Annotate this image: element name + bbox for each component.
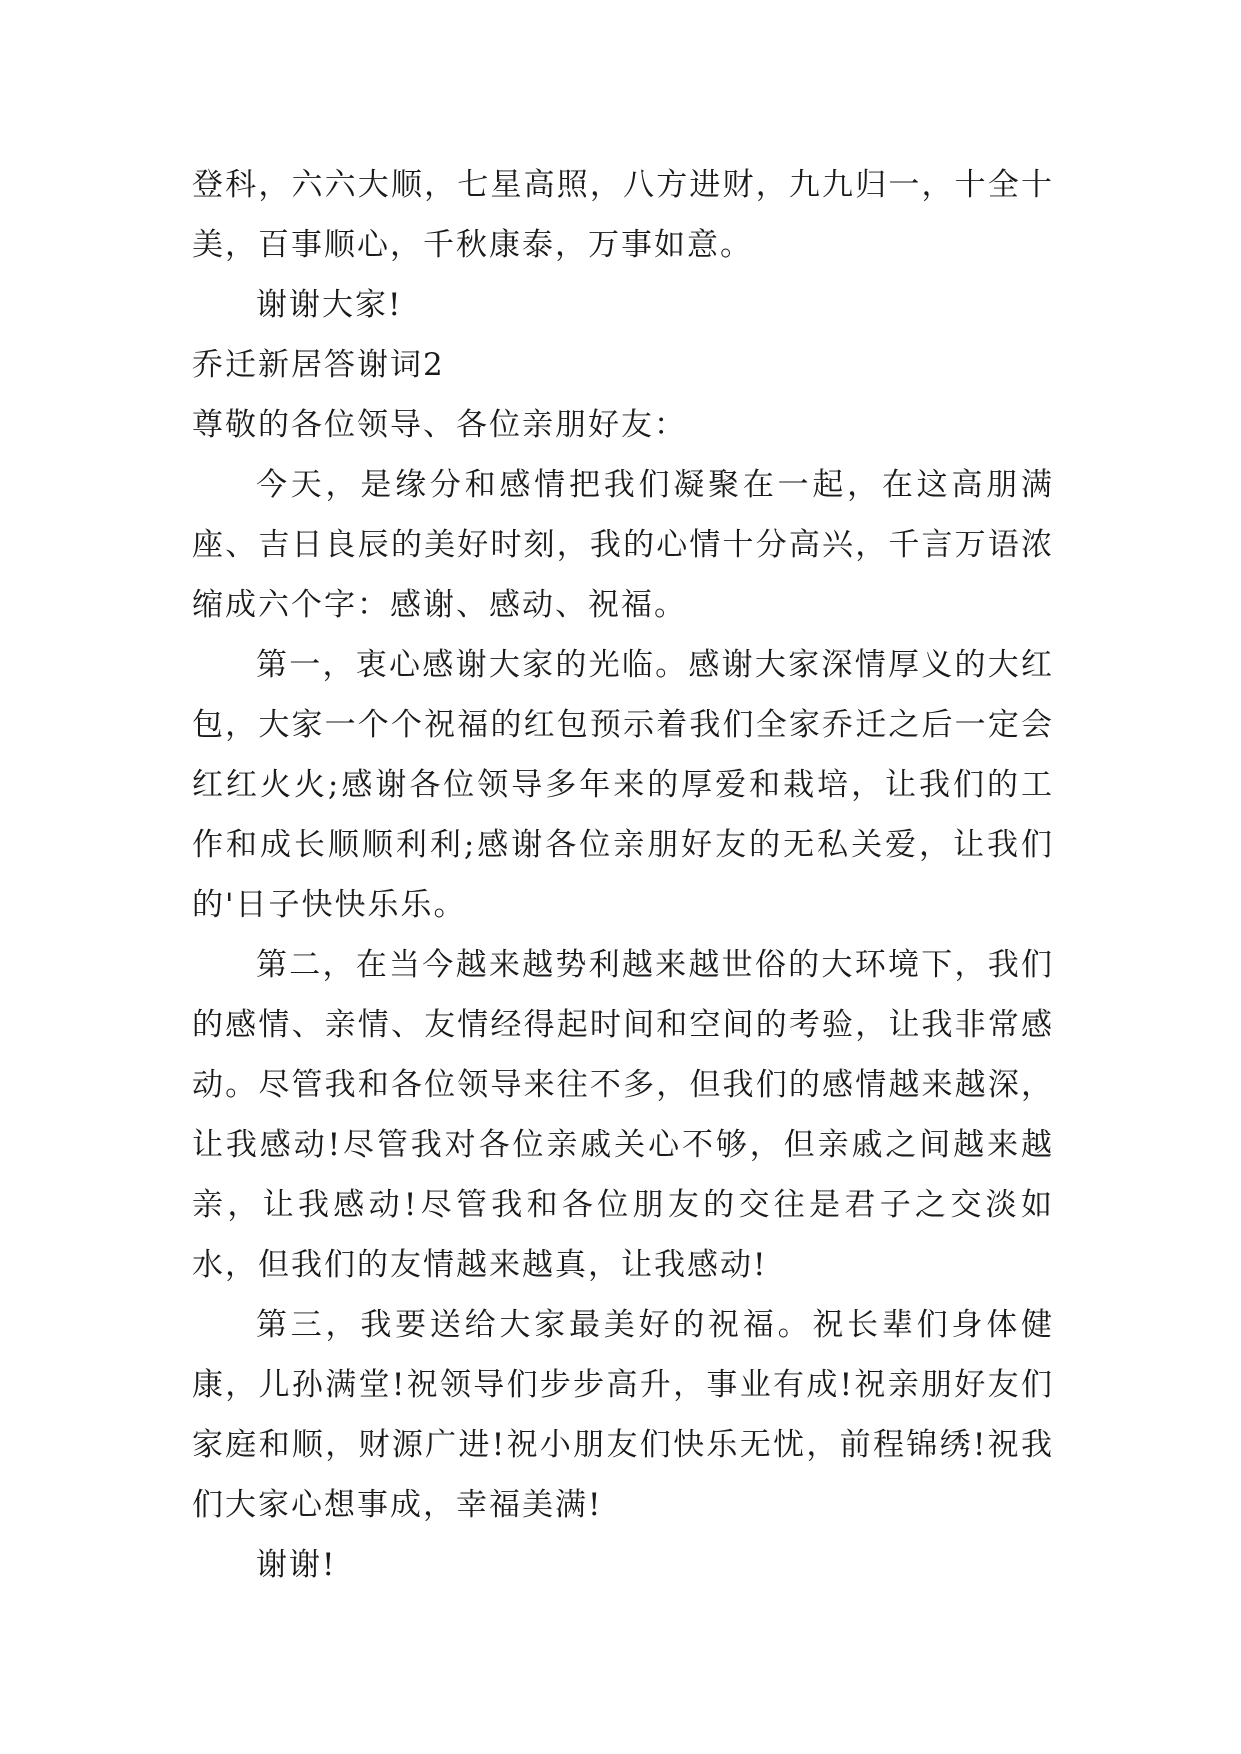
paragraph-second-moved: 第二，在当今越来越势利越来越世俗的大环境下，我们的感情、亲情、友情经得起时间和空间的考验，让我非常感动。尽管我和各位领导来往不多，但我们的感情越来越深，让我感动!尽管我对各位亲戚关心不够，但亲戚之间越来越亲，让我感动!尽管我和各位朋友的交往是君子之交淡如水，但我们的友情越来越真，让我感动! bbox=[192, 947, 1054, 1283]
paragraph-opening: 今天，是缘分和感情把我们凝聚在一起，在这高朋满座、吉日良辰的美好时刻，我的心情十分高兴，千言万语浓缩成六个字：感谢、感动、祝福。 bbox=[192, 467, 1054, 623]
paragraph-first-thanks: 第一，衷心感谢大家的光临。感谢大家深情厚义的大红包，大家一个个祝福的红包预示着我们全家乔迁之后一定会红红火火;感谢各位领导多年来的厚爱和栽培，让我们的工作和成长顺顺利利;感谢各位亲朋好友的无私关爱，让我们的'日子快快乐乐。 bbox=[192, 647, 1054, 923]
section-title: 乔迁新居答谢词2 bbox=[192, 347, 445, 383]
paragraph-closing-wishes: 登科，六六大顺，七星高照，八方进财，九九归一，十全十美，百事顺心，千秋康泰，万事如意。 bbox=[192, 167, 1054, 263]
paragraph-final-thanks: 谢谢! bbox=[256, 1547, 337, 1583]
salutation: 尊敬的各位领导、各位亲朋好友： bbox=[192, 407, 687, 443]
document-body bbox=[192, 155, 1054, 1595]
paragraph-thanks-all: 谢谢大家! bbox=[256, 287, 403, 323]
paragraph-third-blessings: 第三，我要送给大家最美好的祝福。祝长辈们身体健康，儿孙满堂!祝领导们步步高升，事业有成!祝亲朋好友们家庭和顺，财源广进!祝小朋友们快乐无忧，前程锦绣!祝我们大家心想事成，幸福美满! bbox=[192, 1307, 1054, 1523]
